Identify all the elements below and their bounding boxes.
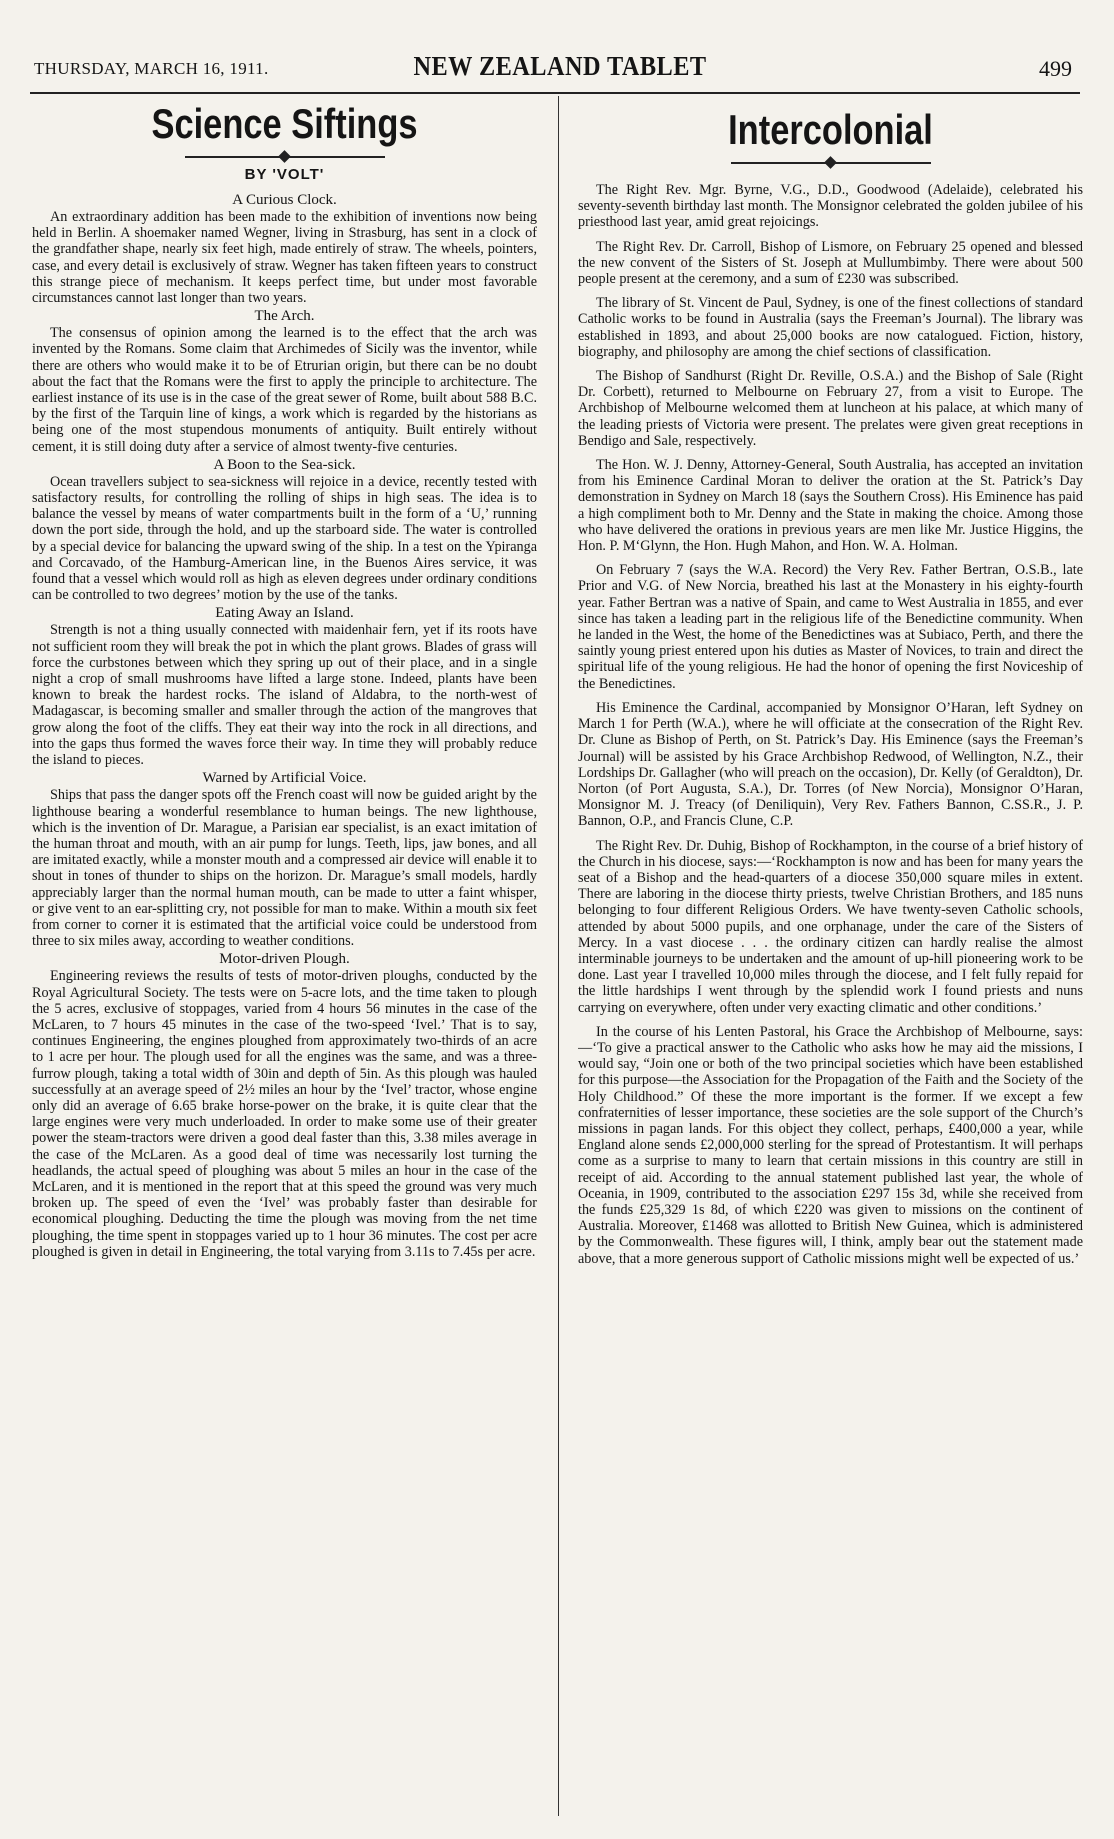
item-paragraph: An extraordinary addition has been made to the exhibition of inventions now being held in Berlin. A shoemaker named Wegner, living in Strasburg, has sent in a clock of the grandfather shape, nearly six feet high, made entirely of straw. The wheels, pointers, case, and every detail is exclusively of straw. Wegner has taken fifteen years to construct this strange piece of mechanism. It keeps perfect time, but under most favorable circumstances cannot last longer than two years. [32, 209, 537, 307]
science-items [32, 191, 537, 1260]
news-paragraph: The Right Rev. Dr. Duhig, Bishop of Rockhampton, in the course of a brief history of the Church in his diocese, says:—‘Rockhampton is now and has been for many years the seat of a Bishop and the head-quarters of a diocese 350,000 square miles in extent. There are laboring in the diocese thirty priests, twelve Christian Brothers, and 185 nuns belonging to four different Religious Orders. We have twenty-seven Catholic schools, attended by about 5000 pupils, and one orphanage, under the care of the Sisters of Mercy. In a vast diocese . . . the ordinary citizen can hardly realise the almost interminable journeys to be undertaken and the amount of up-hill pioneering work to be done. Last year I travelled 10,000 miles through the diocese, and I felt fully repaid for the little hardships I went through by the splendid work I found priests and nuns carrying on everywhere, often under very exacting climatic and other conditions.’ [578, 837, 1083, 1016]
section-title: Intercolonial [728, 106, 933, 153]
header-rule [30, 92, 1080, 94]
news-paragraph: The library of St. Vincent de Paul, Sydney, is one of the finest collections of standard Catholic works to be found in Australia (says the Freeman’s Journal). The library was established in 1893, and about 25,000 books are now catalogued. Fiction, history, biography, and philosophy are among the chief sections of classification. [578, 295, 1083, 360]
column-divider [558, 96, 559, 1816]
section-title: Science Siftings [151, 100, 418, 147]
item-heading: A Boon to the Sea-sick. [213, 456, 356, 473]
item-heading: Motor-driven Plough. [219, 951, 350, 968]
intercolonial-items [578, 182, 1083, 1267]
news-paragraph: On February 7 (says the W.A. Record) the Very Rev. Father Bertran, O.S.B., late Prior and V.G. of New Norcia, breathed his last at the Monastery in his eighty-fourth year. Father Bertran was a native of Spain, and came to West Australia in 1855, and ever since has taken a leading part in the religious life of the Benedictine community. When he landed in the West, the home of the Benedictines was at Subiaco, Perth, and there the saintly young priest entered upon his duties as Master of Novices, to train and direct the spiritual life of the young religious. He had the honor of opening the first Noviceship of the Benedictines. [578, 562, 1083, 692]
news-paragraph: The Right Rev. Mgr. Byrne, V.G., D.D., Goodwood (Adelaide), celebrated his seventy-seventh birthday last month. The Monsignor celebrated the golden jubilee of his priesthood last year, amid great rejoicings. [578, 182, 1083, 231]
news-paragraph: The Right Rev. Dr. Carroll, Bishop of Lismore, on February 25 opened and blessed the new convent of the Sisters of St. Joseph at Mullumbimby. There were about 500 people present at the ceremony, and a sum of £230 was subscribed. [578, 238, 1083, 288]
page-number: 499 [1039, 56, 1072, 81]
news-paragraph: In the course of his Lenten Pastoral, his Grace the Archbishop of Melbourne, says:—‘To give a practical answer to the Catholic who asks how he may aid the missions, I would say, “Join one or both of the two principal societies which have been established for this purpose—the Association for the Propagation of the Faith and the Society of the Holy Childhood.” Of these the more important is the former. If we except a few confraternities of lesser importance, these societies are the sole support of the Church’s missions in pagan lands. For this object they collect, perhaps, £400,000 a year, while England alone sends £2,000,000 sterling for the spread of Protestantism. It will perhaps come as a surprise to many to learn that certain missions in this country are still in receipt of aid. According to the annual statement published last year, the whole of Oceania, in 1909, contributed to the association £297 15s 3d, while she received from the funds £25,329 1s 8d, of which £220 was given to missions on the continent of Australia. Moreover, £1468 was allotted to British New Guinea, which is administered by the Commonwealth. These figures will, I think, amply bear out the statement made above, that a more generous support of Catholic missions might well be expected of us.’ [578, 1023, 1083, 1267]
item-paragraph: Ships that pass the danger spots off the French coast will now be guided aright by the lighthouse bearing a wonderful resemblance to human beings. The new lighthouse, which is the invention of Dr. Marague, a Parisian ear specialist, is an exact imitation of the human throat and mouth, with an air pump for lungs. Teeth, lips, jaw bones, and all are imitated exactly, while a monster mouth and a compressed air device will enable it to shout in tones of thunder to ships on the horizon. Dr. Marague’s small models, hardly appreciably larger than the normal human mouth, can be made to utter a faint whisper, or give vent to an ear-splitting cry, not possible for man to make. Within a mouth six feet from corner to corner it is estimated that the artificial voice could be understood from three to six miles away, according to weather conditions. [32, 787, 537, 950]
byline: BY 'VOLT' [244, 166, 325, 183]
news-paragraph: The Bishop of Sandhurst (Right Dr. Reville, O.S.A.) and the Bishop of Sale (Right Dr. Corbett), returned to Melbourne on February 27, from a visit to Europe. The Archbishop of Melbourne welcomed them at luncheon at his palace, at which many of the leading priests of Victoria were present. The prelates were given great receptions in Bendigo and Sale, respectively. [578, 368, 1083, 449]
news-paragraph: The Hon. W. J. Denny, Attorney-General, South Australia, has accepted an invitation from his Eminence Cardinal Moran to deliver the oration at the St. Patrick’s Day demonstration in Sydney on March 18 (says the Southern Cross). His Eminence has paid a high compliment both to Mr. Denny and the State in making the choice. Among those who have delivered the orations in previous years are men like Mr. Justice Higgins, the Hon. P. M‘Glynn, the Hon. Hugh Mahon, and Hon. W. A. Holman. [578, 457, 1083, 555]
item-heading: Eating Away an Island. [215, 605, 354, 622]
item-paragraph: Strength is not a thing usually connected with maidenhair fern, yet if its roots have not sufficient room they will break the pot in which the plant grows. Blades of grass will force the curbstones between which they spring up out of their place, and in a single night a crop of small mushrooms have lifted a large stone. Indeed, plants have been known to break the hardest rocks. The island of Aldabra, to the north-west of Madagascar, is becoming smaller and smaller through the action of the mangroves that grow along the foot of the cliffs. They eat their way into the rock in all directions, and into the gaps thus formed the waves force their way. In time they will probably reduce the island to pieces. [32, 622, 537, 769]
item-paragraph: Engineering reviews the results of tests of motor-driven ploughs, conducted by the Royal Agricultural Society. The tests were on 5-acre lots, and the time taken to plough the 5 acres, exclusive of stoppages, varied from 4 hours 56 minutes in the case of the McLaren, to 7 hours 45 minutes in the case of the two-speed ‘Ivel.’ That is to say, continues Engineering, the engines ploughed from approximately two-thirds of an acre to 1 acre per hour. The plough used for all the engines was the same, and was a three-furrow plough, taking a total width of 30in and depth of 5in. As this plough was hauled successfully at an average speed of 2½ miles an hour by the ‘Ivel’ tractor, whose engine only did an average of 6.65 brake horse-power on the brake, it is quite clear that the large engines were very much underloaded. In order to make some use of their greater power the steam-tractors were driven a good deal faster than this, 3.38 miles average in the case of the McLaren. As a good deal of time was necessarily lost turning the headlands, the actual speed of ploughing was about 5 miles an hour in the case of the McLaren, and it is mentioned in the report that at this speed the ground was very much broken up. The speed of even the ‘Ivel’ was probably faster than desirable for economical ploughing. Deducting the time the plough was moving from the net time ploughing, the time spent in stoppages varied up to 1 hour 36 minutes. The cost per acre ploughed is given in detail in Engineering, the total varying from 3.11s to 7.45s per acre. [32, 968, 537, 1260]
item-paragraph: The consensus of opinion among the learned is to the effect that the arch was invented by the Romans. Some claim that Archimedes of Sicily was the inventor, while there are others who would make it to be of Etrurian origin, but there can be no doubt about the fact that the Romans were the first to apply the principle to architecture. The earliest instance of its use is in the case of the great sewer of Rome, built about 588 B.C. by the first of the Tarquin line of kings, a work which is regarded by the historians as being one of the most stupendous monuments of antiquity. Built entirely without cement, it is still doing duty after a service of almost twenty-five centuries. [32, 325, 537, 455]
title-ornament [731, 156, 931, 170]
item-heading: The Arch. [254, 308, 315, 325]
intercolonial-column [578, 100, 1083, 1820]
item-paragraph: Ocean travellers subject to sea-sickness will rejoice in a device, recently tested with satisfactory results, for controlling the rolling of ships in high seas. The idea is to balance the vessel by means of water compartments built in the form of a ‘U,’ running down the port side, through the hold, and up the starboard side. The water is controlled by a special device for balancing the upward swing of the ship. In a test on the Ypiranga and Corcavado, of the Hamburg-American line, in the Buenos Aires service, it was found that a vessel which would roll as high as eleven degrees under ordinary conditions can be controlled to two degrees’ motion by the use of the tanks. [32, 473, 537, 604]
item-heading: A Curious Clock. [232, 192, 337, 208]
science-siftings-column [32, 100, 537, 1820]
publication-title: NEW ZEALAND TABLET [413, 51, 707, 81]
title-ornament [185, 150, 385, 164]
news-paragraph: His Eminence the Cardinal, accompanied by Monsignor O’Haran, left Sydney on March 1 for Perth (W.A.), where he will officiate at the consecration of the Right Rev. Dr. Clune as Bishop of Perth, on St. Patrick’s Day. His Eminence (says the Freeman’s Journal) will be assisted by his Grace Archbishop Redwood, of Wellington, N.Z., their Lordships Dr. Gallagher (who will preach on the occasion), Dr. Kelly (of Geraldton), Dr. Norton (of Port Augusta, S.A.), Dr. Torres (of New Norcia), Monsignor O’Haran, Monsignor M. J. Treacy (of Deniliquin), Very Rev. Fathers Bannon, C.SS.R., J. P. Bannon, O.P., and Francis Clune, C.P. [578, 699, 1083, 830]
item-heading: Warned by Artificial Voice. [202, 770, 367, 787]
page-header [30, 50, 1090, 90]
issue-date: THURSDAY, MARCH 16, 1911. [34, 59, 269, 78]
